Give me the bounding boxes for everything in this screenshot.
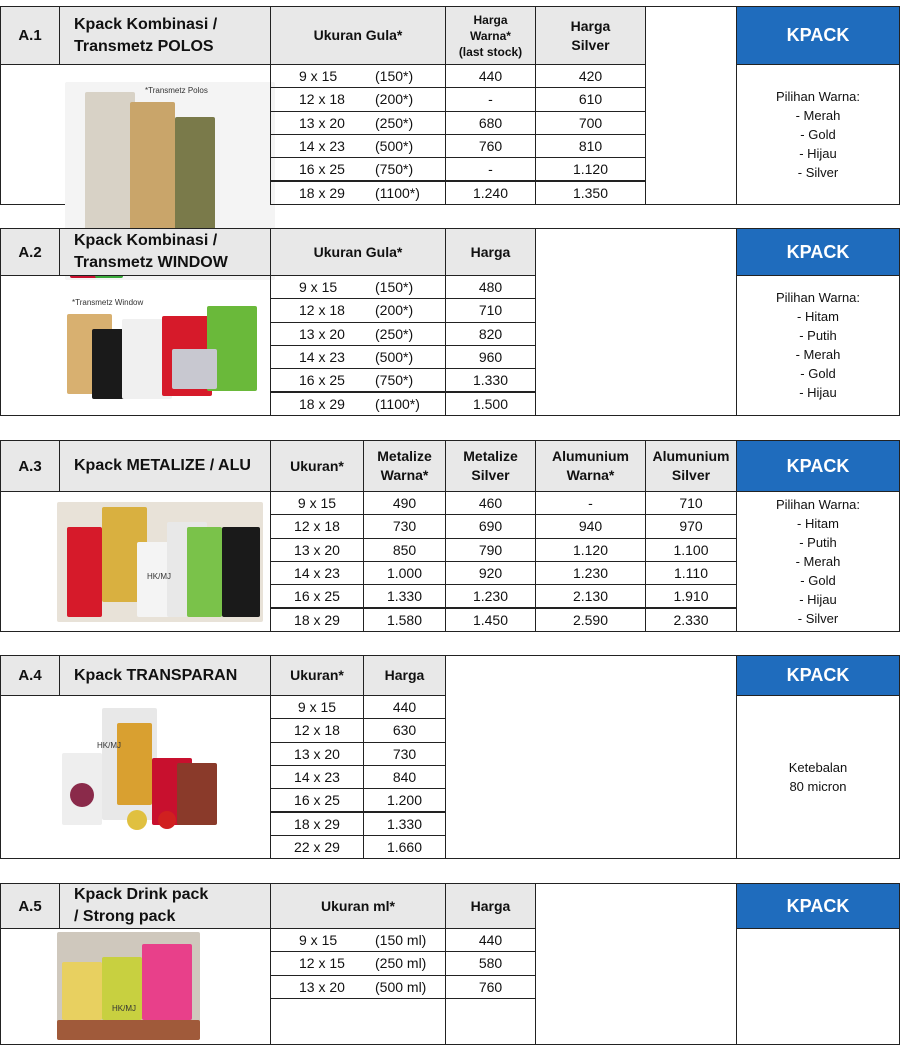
section-title: Kpack TRANSPARAN (59, 655, 271, 696)
price-cell: - (445, 157, 536, 181)
size-cell (270, 111, 446, 135)
price-cell: 440 (445, 928, 536, 952)
product-photo (57, 502, 263, 622)
price-cell: 960 (445, 345, 536, 369)
size-capacity: (200*) (375, 302, 414, 319)
size-cell (270, 928, 446, 952)
column-header: Harga (445, 228, 536, 276)
price-cell: 1.330 (363, 812, 446, 836)
price-cell: 1.200 (363, 788, 446, 812)
size-capacity: (1100*) (375, 184, 420, 201)
size-cell (270, 975, 446, 999)
price-cell: 2.330 (645, 608, 737, 632)
column-header: Ukuran* (270, 440, 364, 492)
price-cell: 2.590 (535, 608, 646, 632)
size-cell (270, 157, 446, 181)
size-cell (270, 134, 446, 158)
price-cell: 1.000 (363, 561, 446, 585)
size-cell (270, 368, 446, 392)
price-cell: 1.350 (535, 181, 646, 205)
price-cell: 840 (363, 765, 446, 789)
size-dimension: 22 x 29 (294, 838, 340, 855)
size-capacity: (150*) (375, 68, 414, 85)
size-capacity: (150*) (375, 279, 414, 296)
section-a-3 (0, 440, 900, 632)
size-dimension: 18 x 29 (294, 815, 340, 832)
price-cell: 1.450 (445, 608, 536, 632)
size-dimension: 12 x 18 (294, 518, 340, 535)
size-dimension: 16 x 25 (294, 588, 340, 605)
price-cell: 1.330 (445, 368, 536, 392)
section-code: A.1 (0, 6, 60, 65)
product-photo (57, 932, 200, 1040)
section-a-1 (0, 6, 900, 205)
price-cell: 480 (445, 275, 536, 299)
size-cell (270, 812, 364, 836)
price-cell: 710 (445, 298, 536, 322)
price-cell: 920 (445, 561, 536, 585)
price-cell: 420 (535, 64, 646, 88)
column-header: Ukuran Gula* (270, 228, 446, 276)
size-dimension: 13 x 20 (299, 325, 345, 342)
price-cell: 2.130 (535, 584, 646, 608)
price-cell: 630 (363, 718, 446, 742)
size-cell (270, 322, 446, 346)
empty-row-cell (445, 998, 536, 1045)
product-photo-illustration (57, 502, 263, 622)
price-cell: 700 (535, 111, 646, 135)
spacer-cell (535, 883, 737, 1045)
price-cell: 970 (645, 514, 737, 538)
size-dimension: 9 x 15 (297, 699, 337, 716)
notes-cell: Ketebalan 80 micron (736, 695, 900, 859)
size-capacity: (250*) (375, 114, 414, 131)
brand-badge: KPACK (736, 655, 900, 696)
price-cell: 1.120 (535, 157, 646, 181)
column-header: Metalize Warna* (363, 440, 446, 492)
section-title: Kpack METALIZE / ALU (59, 440, 271, 492)
price-cell: - (445, 87, 536, 111)
brand-badge: KPACK (736, 228, 900, 276)
price-cell: 1.120 (535, 538, 646, 562)
section-title: Kpack Kombinasi / Transmetz POLOS (59, 6, 271, 65)
column-header: Ukuran ml* (270, 883, 446, 929)
brand-badge: KPACK (736, 440, 900, 492)
column-header: Harga Warna* (last stock) (445, 6, 536, 65)
size-cell (270, 491, 364, 515)
price-cell: 1.660 (363, 835, 446, 859)
size-capacity: (250 ml) (375, 955, 427, 972)
price-cell: 440 (363, 695, 446, 719)
price-cell: 1.230 (535, 561, 646, 585)
brand-badge: KPACK (736, 6, 900, 65)
product-photo-illustration (57, 932, 200, 1040)
size-cell (270, 765, 364, 789)
price-cell: 730 (363, 514, 446, 538)
brand-badge: KPACK (736, 883, 900, 929)
photo-caption: *Transmetz Window (72, 298, 144, 307)
size-dimension: 16 x 25 (299, 161, 345, 178)
price-cell: 710 (645, 491, 737, 515)
price-cell: 820 (445, 322, 536, 346)
notes-cell: Pilihan Warna: - Hitam - Putih - Merah - Gold - Hijau - Silver (736, 491, 900, 632)
size-dimension: 9 x 15 (299, 279, 338, 296)
price-cell: 1.230 (445, 584, 536, 608)
size-cell (270, 181, 446, 205)
column-header: Harga Silver (535, 6, 646, 65)
column-header: Ukuran* (270, 655, 364, 696)
column-header: Metalize Silver (445, 440, 536, 492)
section-a-4 (0, 655, 900, 859)
section-code: A.5 (0, 883, 60, 929)
size-dimension: 14 x 23 (299, 138, 345, 155)
size-capacity: (750*) (375, 161, 414, 178)
size-cell (270, 392, 446, 416)
notes-cell: Pilihan Warna: - Merah - Gold - Hijau - Silver (736, 64, 900, 205)
price-cell: 940 (535, 514, 646, 538)
price-cell: 760 (445, 975, 536, 999)
size-cell (270, 951, 446, 975)
size-dimension: 13 x 20 (299, 114, 345, 131)
size-dimension: 13 x 20 (294, 541, 340, 558)
product-photo-illustration (62, 294, 268, 404)
size-capacity: (250*) (375, 325, 414, 342)
price-cell: 1.330 (363, 584, 446, 608)
size-cell (270, 298, 446, 322)
section-title: Kpack Kombinasi / Transmetz WINDOW (59, 228, 271, 276)
notes-cell: Pilihan Warna: - Hitam - Putih - Merah - Gold - Hijau (736, 275, 900, 416)
size-dimension: 12 x 18 (299, 302, 345, 319)
price-cell: 680 (445, 111, 536, 135)
section-a-5 (0, 883, 900, 1045)
column-header: Alumunium Silver (645, 440, 737, 492)
empty-row-cell (270, 998, 446, 1045)
size-dimension: 12 x 18 (299, 91, 345, 108)
price-cell: 1.100 (645, 538, 737, 562)
size-cell (270, 87, 446, 111)
size-cell (270, 718, 364, 742)
price-cell: 730 (363, 742, 446, 766)
size-dimension: 18 x 29 (299, 184, 345, 201)
column-header: Harga (363, 655, 446, 696)
price-cell: 460 (445, 491, 536, 515)
size-dimension: 14 x 23 (294, 769, 340, 786)
size-cell (270, 275, 446, 299)
size-dimension: 13 x 20 (299, 978, 345, 995)
size-cell (270, 514, 364, 538)
product-photo-illustration (57, 703, 221, 835)
size-dimension: 9 x 15 (297, 495, 337, 512)
photo-caption: HK/MJ (97, 741, 121, 750)
size-cell (270, 561, 364, 585)
size-capacity: (750*) (375, 372, 414, 389)
size-cell (270, 788, 364, 812)
size-cell (270, 742, 364, 766)
section-title: Kpack Drink pack / Strong pack (59, 883, 271, 929)
size-dimension: 14 x 23 (299, 349, 345, 366)
size-cell (270, 608, 364, 632)
price-cell: 810 (535, 134, 646, 158)
section-a-2 (0, 228, 900, 416)
size-capacity: (500*) (375, 138, 414, 155)
price-cell: 580 (445, 951, 536, 975)
price-cell: 1.110 (645, 561, 737, 585)
price-cell: 1.500 (445, 392, 536, 416)
size-cell (270, 64, 446, 88)
product-photo (62, 294, 268, 404)
size-dimension: 14 x 23 (294, 565, 340, 582)
price-cell: 790 (445, 538, 536, 562)
photo-caption: HK/MJ (112, 1004, 136, 1013)
column-header: Alumunium Warna* (535, 440, 646, 492)
size-cell (270, 695, 364, 719)
size-dimension: 16 x 25 (299, 372, 345, 389)
size-capacity: (500 ml) (375, 978, 427, 995)
notes-cell (736, 928, 900, 1045)
section-code: A.3 (0, 440, 60, 492)
size-dimension: 18 x 29 (294, 611, 340, 628)
size-dimension: 16 x 25 (294, 792, 340, 809)
column-header: Ukuran Gula* (270, 6, 446, 65)
spacer-cell (645, 6, 737, 205)
size-cell (270, 538, 364, 562)
size-dimension: 12 x 18 (294, 722, 340, 739)
price-cell: 1.910 (645, 584, 737, 608)
price-cell: 1.580 (363, 608, 446, 632)
price-cell: 1.240 (445, 181, 536, 205)
photo-caption: HK/MJ (147, 572, 171, 581)
size-capacity: (200*) (375, 91, 414, 108)
size-dimension: 9 x 15 (299, 68, 338, 85)
size-dimension: 13 x 20 (294, 745, 340, 762)
size-dimension: 18 x 29 (299, 395, 345, 412)
size-cell (270, 584, 364, 608)
section-code: A.2 (0, 228, 60, 276)
size-dimension: 9 x 15 (299, 932, 338, 949)
section-code: A.4 (0, 655, 60, 696)
price-cell: 850 (363, 538, 446, 562)
size-capacity: (500*) (375, 349, 414, 366)
spacer-cell (445, 655, 737, 859)
size-cell (270, 345, 446, 369)
price-cell: 440 (445, 64, 536, 88)
price-cell: 760 (445, 134, 536, 158)
price-cell: 610 (535, 87, 646, 111)
size-dimension: 12 x 15 (299, 955, 345, 972)
photo-caption: *Transmetz Polos (145, 86, 208, 95)
column-header: Harga (445, 883, 536, 929)
price-cell: 490 (363, 491, 446, 515)
product-photo (57, 703, 221, 835)
size-capacity: (1100*) (375, 395, 420, 412)
size-cell (270, 835, 364, 859)
spacer-cell (535, 228, 737, 416)
price-cell: 690 (445, 514, 536, 538)
size-capacity: (150 ml) (375, 932, 427, 949)
price-cell: - (535, 491, 646, 515)
